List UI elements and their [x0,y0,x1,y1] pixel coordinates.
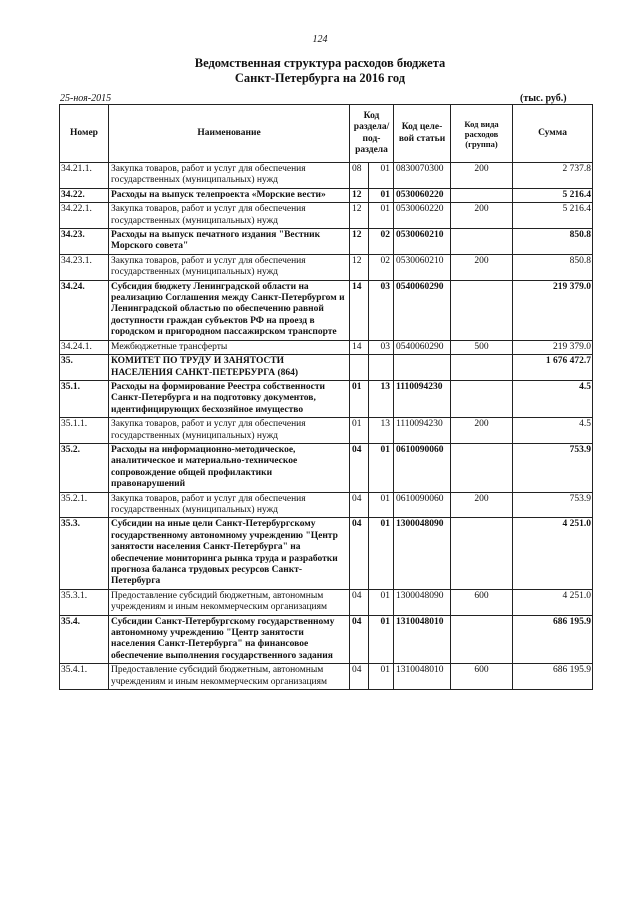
cell-sum: 5 216.4 [513,203,593,229]
cell-number: 35.2.1. [60,492,109,518]
table-row [60,203,593,229]
cell-name: Закупка товаров, работ и услуг для обеспечения государственных (муниципальных) нужд [109,418,350,444]
cell-section: 12 [350,203,369,229]
cell-subsection: 01 [369,203,394,229]
cell-sum: 4 251.0 [513,518,593,589]
cell-number: 34.24. [60,280,109,340]
table-row [60,254,593,280]
cell-number: 35.4. [60,615,109,664]
cell-sum: 686 195.9 [513,615,593,664]
cell-article: 0530060220 [394,188,451,202]
cell-section: 04 [350,615,369,664]
title-line-1: Ведомственная структура расходов бюджета [194,56,446,70]
cell-number: 34.24.1. [60,340,109,354]
cell-number: 34.22.1. [60,203,109,229]
cell-subsection: 01 [369,492,394,518]
cell-sum: 5 216.4 [513,188,593,202]
cell-subsection: 02 [369,254,394,280]
cell-article: 0530060210 [394,254,451,280]
header-sum: Сумма [513,105,593,163]
cell-kvr: 200 [451,254,513,280]
cell-number: 35.1. [60,380,109,417]
cell-section: 01 [350,380,369,417]
table-row [60,380,593,417]
cell-name: Расходы на выпуск печатного издания "Вестник Морского совета" [109,229,350,255]
table-row [60,518,593,589]
cell-name: Субсидии на иные цели Санкт-Петербургскому государственному автономному учреждению "Центр занятости населения Санкт-Петербурга" на обеспечение мониторинга рынка труда и разработки прогноза баланса трудовых ресурсов Санкт-Петербурга [109,518,350,589]
cell-kvr: 600 [451,664,513,690]
cell-kvr: 200 [451,418,513,444]
cell-article: 0540060290 [394,280,451,340]
cell-article: 0530060220 [394,203,451,229]
cell-number: 34.23.1. [60,254,109,280]
cell-article: 1300048090 [394,518,451,589]
cell-name: КОМИТЕТ ПО ТРУДУ И ЗАНЯТОСТИ НАСЕЛЕНИЯ САНКТ-ПЕТЕРБУРГА (864) [109,355,350,381]
cell-section: 14 [350,340,369,354]
cell-kvr [451,280,513,340]
cell-section: 01 [350,418,369,444]
header-name: Наименование [109,105,350,163]
cell-subsection: 01 [369,163,394,189]
cell-subsection: 03 [369,280,394,340]
header-number: Номер [60,105,109,163]
cell-number: 35.2. [60,443,109,492]
header-kvr: Код вида расходов (группа) [451,105,513,163]
cell-number: 35.1.1. [60,418,109,444]
cell-subsection: 02 [369,229,394,255]
cell-kvr: 500 [451,340,513,354]
cell-section: 08 [350,163,369,189]
document-title [0,56,640,86]
cell-article: 0610090060 [394,443,451,492]
table-row [60,188,593,202]
cell-subsection: 01 [369,615,394,664]
table-row [60,229,593,255]
cell-kvr [451,188,513,202]
cell-name: Предоставление субсидий бюджетным, автономным учреждениям и иным некоммерческим организациям [109,664,350,690]
cell-name: Расходы на формирование Реестра собственности Санкт-Петербурга и на подготовку документов, идентифицирующих бесхозяйное имущество [109,380,350,417]
cell-article [394,355,451,381]
cell-kvr [451,229,513,255]
cell-section: 04 [350,518,369,589]
cell-sum: 4.5 [513,418,593,444]
cell-section: 04 [350,492,369,518]
budget-table [59,104,593,690]
cell-subsection: 01 [369,664,394,690]
cell-article: 0830070300 [394,163,451,189]
cell-name: Закупка товаров, работ и услуг для обеспечения государственных (муниципальных) нужд [109,492,350,518]
cell-kvr [451,518,513,589]
table-row [60,589,593,615]
cell-section: 04 [350,443,369,492]
cell-number: 35. [60,355,109,381]
cell-number: 35.4.1. [60,664,109,690]
table-row [60,615,593,664]
cell-sum: 4.5 [513,380,593,417]
cell-name: Расходы на информационно-методическое, аналитическое и материально-техническое сопровождение общей профилактики правонарушений [109,443,350,492]
cell-name: Расходы на выпуск телепроекта «Морские вести» [109,188,350,202]
cell-article: 0540060290 [394,340,451,354]
cell-sum: 4 251.0 [513,589,593,615]
cell-sum: 753.9 [513,492,593,518]
cell-name: Закупка товаров, работ и услуг для обеспечения государственных (муниципальных) нужд [109,203,350,229]
cell-section [350,355,369,381]
cell-sum: 850.8 [513,254,593,280]
cell-name: Предоставление субсидий бюджетным, автономным учреждениям и иным некоммерческим организациям [109,589,350,615]
table-row [60,664,593,690]
cell-article: 0530060210 [394,229,451,255]
cell-sum: 219 379.0 [513,340,593,354]
cell-kvr: 200 [451,163,513,189]
cell-number: 34.22. [60,188,109,202]
cell-kvr [451,380,513,417]
cell-subsection: 01 [369,518,394,589]
cell-name: Межбюджетные трансферты [109,340,350,354]
cell-section: 12 [350,229,369,255]
cell-name: Субсидия бюджету Ленинградской области на реализацию Соглашения между Санкт-Петербургом и Ленинградской областью по обеспечению равной доступности граждан субъектов РФ на проезд в городском и пригородном пассажирском транспорте [109,280,350,340]
cell-sum: 219 379.0 [513,280,593,340]
cell-kvr [451,355,513,381]
cell-kvr [451,443,513,492]
cell-subsection [369,355,394,381]
cell-kvr: 600 [451,589,513,615]
cell-article: 1110094230 [394,418,451,444]
cell-article: 1300048090 [394,589,451,615]
table-row [60,443,593,492]
cell-article: 1310048010 [394,615,451,664]
cell-number: 34.23. [60,229,109,255]
cell-sum: 850.8 [513,229,593,255]
table-row [60,280,593,340]
cell-kvr: 200 [451,492,513,518]
cell-article: 1310048010 [394,664,451,690]
cell-article: 1110094230 [394,380,451,417]
title-line-2: Санкт-Петербурга на 2016 год [234,71,406,85]
cell-subsection: 01 [369,443,394,492]
table-row [60,418,593,444]
cell-subsection: 03 [369,340,394,354]
cell-kvr: 200 [451,203,513,229]
cell-name: Закупка товаров, работ и услуг для обеспечения государственных (муниципальных) нужд [109,163,350,189]
cell-kvr [451,615,513,664]
table-row [60,355,593,381]
cell-subsection: 01 [369,589,394,615]
cell-number: 34.21.1. [60,163,109,189]
cell-section: 12 [350,188,369,202]
page-number: 124 [312,34,328,45]
table-row [60,163,593,189]
header-section: Код раздела/ под-раздела [350,105,394,163]
cell-section: 04 [350,589,369,615]
cell-sum: 1 676 472.7 [513,355,593,381]
cell-article: 0610090060 [394,492,451,518]
cell-section: 04 [350,664,369,690]
cell-section: 12 [350,254,369,280]
table-body [60,163,593,690]
table-row [60,492,593,518]
units-label: (тыс. руб.) [520,93,567,104]
cell-subsection: 13 [369,418,394,444]
cell-number: 35.3. [60,518,109,589]
cell-subsection: 01 [369,188,394,202]
cell-sum: 753.9 [513,443,593,492]
cell-name: Субсидии Санкт-Петербургскому государственному автономному учреждению "Центр занятости населения Санкт-Петербурга" на финансовое обеспечение выполнения государственного задания [109,615,350,664]
header-article: Код целе-вой статьи [394,105,451,163]
cell-name: Закупка товаров, работ и услуг для обеспечения государственных (муниципальных) нужд [109,254,350,280]
cell-sum: 2 737.8 [513,163,593,189]
cell-number: 35.3.1. [60,589,109,615]
cell-subsection: 13 [369,380,394,417]
table-row [60,340,593,354]
cell-sum: 686 195.9 [513,664,593,690]
document-date: 25-ноя-2015 [60,93,112,104]
cell-section: 14 [350,280,369,340]
